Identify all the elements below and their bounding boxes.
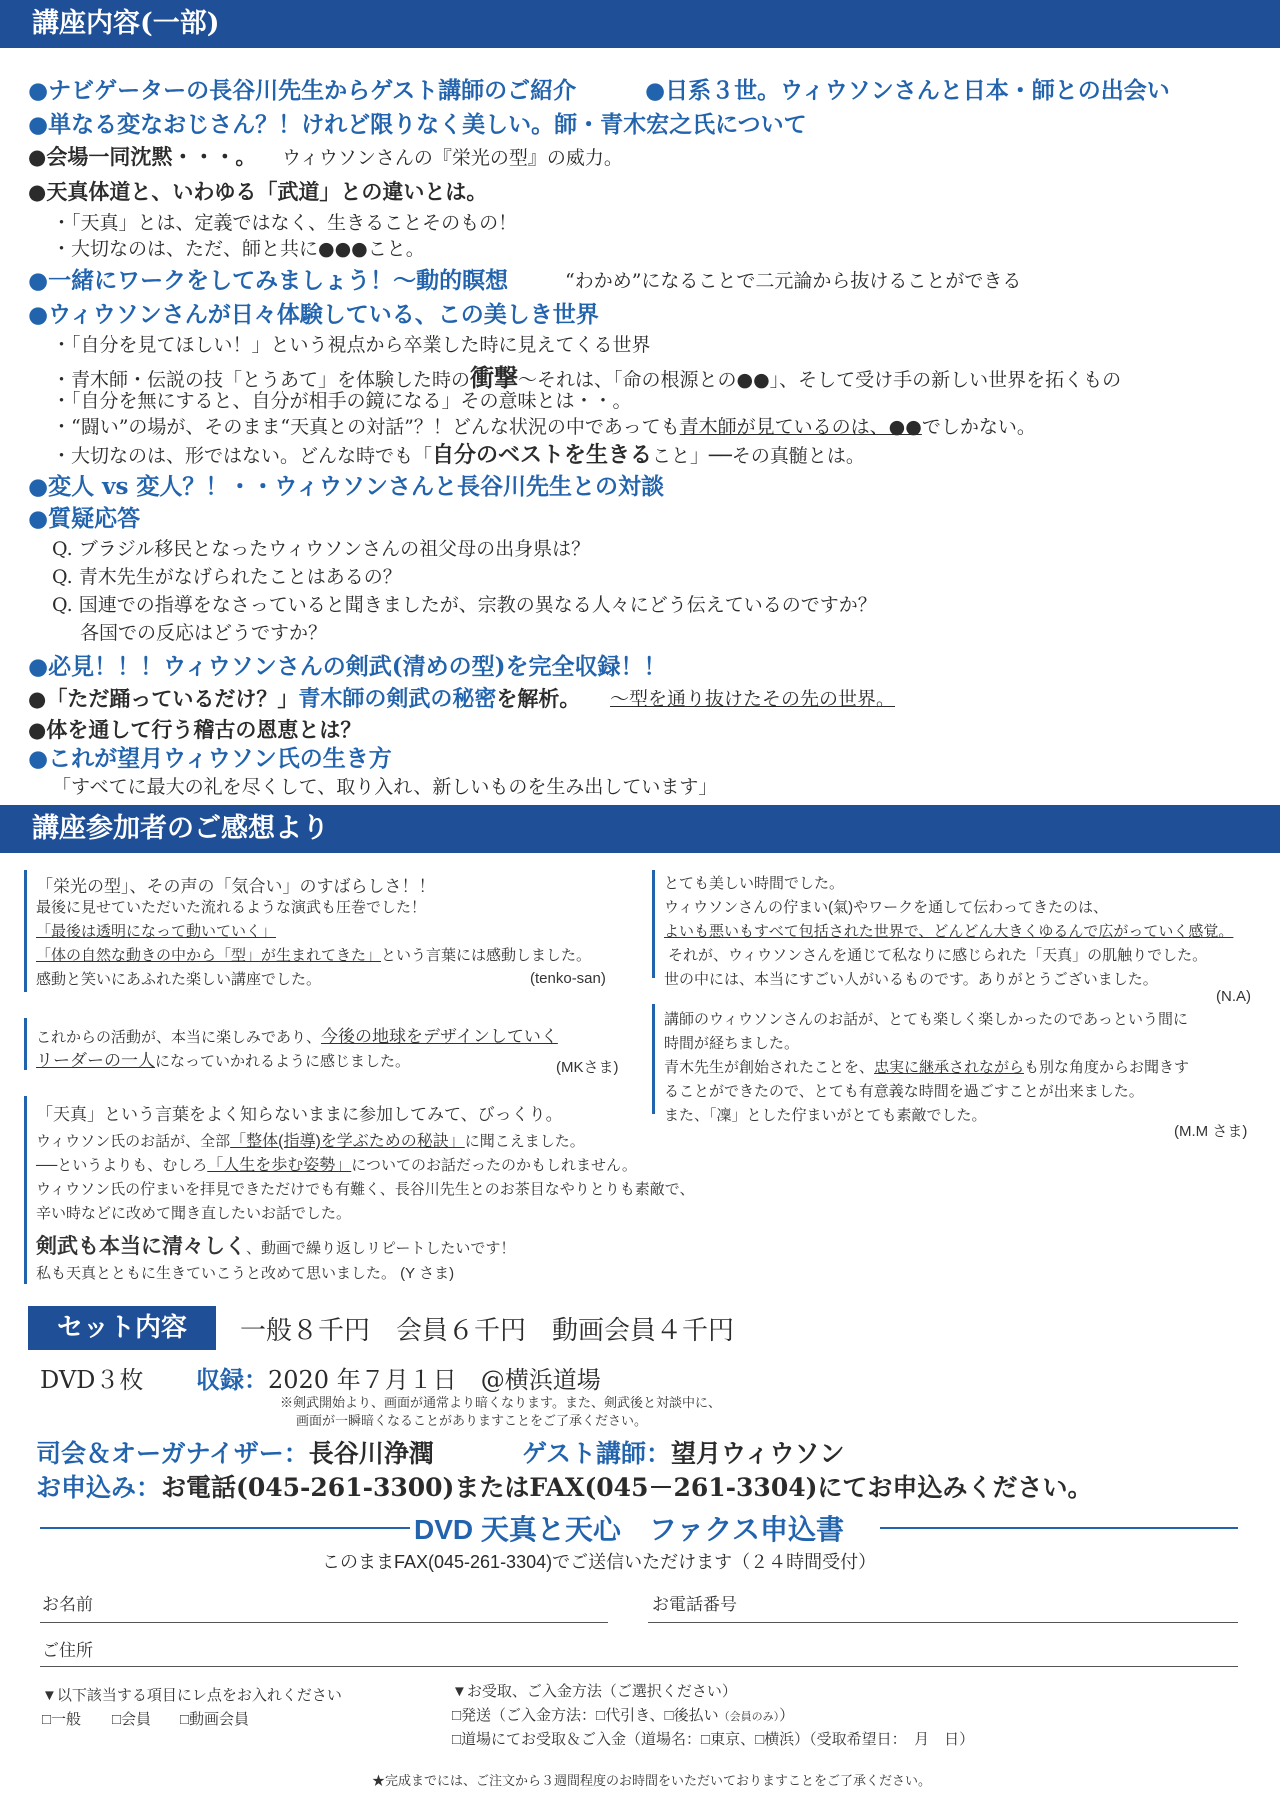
feedback-text: ることができたので、とても有意義な時間を過ごすことが出来ました。 bbox=[664, 1083, 1144, 1100]
course-item-note: ～型を通り抜けたその先の世界。 bbox=[610, 688, 896, 710]
course-item: ●天真体道と、いわゆる「武道」との違いとは。 bbox=[28, 179, 488, 204]
course-bullet: ・青木師・伝説の技「とうあて」を体験した時の衝撃～それは、「命の根源との●●」、そして受け手の新しい世界を拓くもの bbox=[52, 363, 1122, 392]
name-field[interactable] bbox=[40, 1622, 608, 1623]
course-bullet: ・大切なのは、ただ、師と共に●●●こと。 bbox=[52, 238, 425, 260]
form-title-rule bbox=[40, 1527, 410, 1529]
feedback-text: 世の中には、本当にすごい人がいるものです。ありがとうございました。 bbox=[664, 971, 1158, 988]
feedback-text: ウィウソン氏のお話が、全部「整体(指導)を学ぶための秘訣」に聞こえました。 bbox=[36, 1133, 585, 1150]
qa-question: Q. 国連での指導をなさっていると聞きましたが、宗教の異なる人々にどう伝えているのですか？ bbox=[52, 594, 877, 616]
feedback-text: また、「凜」とした佇まいがとても素敵でした。 bbox=[664, 1107, 987, 1124]
course-item: ●これが望月ウィウソン氏の生き方 bbox=[28, 745, 392, 772]
course-item: ●会場一同沈黙・・・。 bbox=[28, 144, 257, 169]
recording-note: 画面が一瞬暗くなることがありますことをご了承ください。 bbox=[296, 1413, 648, 1428]
method-option-shipping[interactable]: □発送（ご入金方法：□代引き、□後払い（会員のみ）） bbox=[452, 1707, 795, 1724]
feedback-bar bbox=[24, 1018, 27, 1070]
price-list: 一般８千円 会員６千円 動画会員４千円 bbox=[240, 1316, 735, 1346]
application-info: お申込み：お電話(045-261-3300)またはFAX(045－261-3304)にてお申込みください。 bbox=[36, 1473, 1093, 1502]
method-option-pickup[interactable]: □道場にてお受取＆ご入金（道場名：□東京、□横浜）（受取希望日： 月 日） bbox=[452, 1731, 975, 1748]
feedback-text: これからの活動が、本当に楽しみであり、今後の地球をデザインしていく bbox=[36, 1027, 558, 1046]
course-item: ●日系３世。ウィウソンさんと日本・師との出会い bbox=[645, 77, 1170, 104]
recording-note: ※剣武開始より、画面が通常より暗くなります。また、剣武後と対談中に、 bbox=[280, 1395, 721, 1410]
feedback-text: 私も天真とともに生きていこうと改めて思いました。 (Y さま) bbox=[36, 1265, 455, 1282]
guest-info: ゲスト講師：望月ウィウソン bbox=[522, 1439, 845, 1468]
method-heading: ▼お受取、ご入金方法（ご選択ください） bbox=[452, 1683, 737, 1700]
course-item-note: “わかめ”になることで二元論から抜けることができる bbox=[565, 270, 1022, 292]
course-item: ●一緒にワークをしてみましょう！～動的瞑想 bbox=[28, 267, 509, 294]
course-bullet: ・「自分を見てほしい！」という視点から卒業した時に見えてくる世界 bbox=[52, 334, 651, 356]
feedback-signature: (tenko-san) bbox=[530, 970, 606, 987]
feedback-text: ウィウソン氏の佇まいを拝見できただけでも有難く、長谷川先生とのお茶目なやりとりも素敵で、 bbox=[36, 1181, 695, 1198]
qa-question: Q. 青木先生がなげられたことはあるの？ bbox=[52, 566, 402, 588]
course-item: ●質疑応答 bbox=[28, 505, 141, 532]
course-bullet: ・「天真」とは、定義ではなく、生きることそのもの！ bbox=[52, 212, 518, 234]
phone-field[interactable] bbox=[648, 1622, 1238, 1623]
phone-label: お電話番号 bbox=[652, 1595, 737, 1614]
feedback-text: 「体の自然な動きの中から「型」が生まれてきた」という言葉には感動しました。 bbox=[36, 947, 592, 964]
form-title-rule bbox=[880, 1527, 1238, 1529]
feedback-text: 青木先生が創始されたことを、忠実に継承されながらも別な角度からお聞きす bbox=[664, 1059, 1190, 1076]
feedback-bar bbox=[24, 1096, 27, 1284]
course-bullet: ・「自分を無にすると、自分が相手の鏡になる」その意味とは・・。 bbox=[52, 390, 632, 412]
recording-info: 収録：2020 年７月１日 @横浜道場 bbox=[196, 1365, 601, 1394]
course-item: ●変人 vs 変人？！・・ウィウソンさんと長谷川先生との対談 bbox=[28, 473, 665, 500]
feedback-text: とても美しい時間でした。 bbox=[664, 875, 845, 892]
feedback-text: 辛い時などに改めて聞き直したいお話でした。 bbox=[36, 1205, 352, 1222]
set-label: セット内容 bbox=[28, 1306, 216, 1350]
course-item: ●ウィウソンさんが日々体験している、この美しき世界 bbox=[28, 301, 599, 328]
qa-question: 各国での反応はどうですか？ bbox=[80, 622, 328, 644]
course-quote: 「すべてに最大の礼を尽くして、取り入れ、新しいものを生み出しています」 bbox=[52, 776, 718, 798]
form-footer-note: ★完成までには、ご注文から３週間程度のお時間をいただいておりますことをご了承ください。 bbox=[372, 1773, 932, 1788]
category-option-general[interactable]: □一般 bbox=[42, 1711, 82, 1728]
feedback-bar bbox=[652, 1004, 655, 1114]
feedback-signature: (N.A) bbox=[1216, 988, 1251, 1005]
category-option-member[interactable]: □会員 bbox=[112, 1711, 152, 1728]
address-field[interactable] bbox=[40, 1666, 1238, 1667]
feedback-bar bbox=[652, 870, 655, 978]
dvd-count: DVD３枚 bbox=[40, 1366, 144, 1394]
section-header-feedback: 講座参加者のご感想より bbox=[0, 805, 1280, 853]
qa-question: Q. ブラジル移民となったウィウソンさんの祖父母の出身県は？ bbox=[52, 538, 591, 560]
feedback-text: リーダーの一人になっていかれるように感じました。 bbox=[36, 1051, 411, 1070]
category-option-video-member[interactable]: □動画会員 bbox=[180, 1711, 250, 1728]
name-label: お名前 bbox=[42, 1595, 93, 1614]
feedback-text: ──というよりも、むしろ「人生を歩む姿勢」についてのお話だったのかもしれません。 bbox=[36, 1157, 637, 1174]
course-item: ●必見！！！ウィウソンさんの剣武(清めの型)を完全収録！！ bbox=[28, 653, 667, 680]
feedback-text: ウィウソンさんの佇まい(氣)やワークを通して伝わってきたのは、 bbox=[664, 899, 1108, 916]
feedback-text: 剣武も本当に清々しく、動画で繰り返しリピートしたいです！ bbox=[36, 1233, 516, 1258]
feedback-text: 「最後は透明になって動いていく」 bbox=[36, 923, 277, 940]
course-item-note: ウィウソンさんの『栄光の型』の威力。 bbox=[282, 147, 623, 169]
feedback-text: 「天真」という言葉をよく知らないままに参加してみて、びっくり。 bbox=[36, 1105, 563, 1124]
course-bullet: ・“闘い”の場が、そのまま“天真との対話”？！どんな状況の中であっても青木師が見ているのは、●●でしかない。 bbox=[52, 416, 1036, 438]
course-item: ●単なる変なおじさん？！けれど限りなく美しい。師・青木宏之氏について bbox=[28, 111, 807, 138]
feedback-text: それが、ウィウソンさんを通じて私なりに感じられた「天真」の肌触りでした。 bbox=[668, 947, 1208, 964]
feedback-signature: (MKさま) bbox=[556, 1059, 619, 1076]
course-item: ●体を通して行う稽古の恩恵とは？ bbox=[28, 717, 362, 742]
course-item: ●ナビゲーターの長谷川先生からゲスト講師のご紹介 bbox=[28, 77, 577, 104]
address-label: ご住所 bbox=[42, 1641, 93, 1660]
feedback-text: 「栄光の型」、その声の「気合い」のすばらしさ！！ bbox=[36, 877, 436, 896]
section-header-course-content: 講座内容(一部) bbox=[0, 0, 1280, 48]
form-subtitle: このままFAX(045-261-3304)でご送信いただけます（２４時間受付） bbox=[322, 1552, 877, 1572]
category-heading: ▼以下該当する項目にレ点をお入れください bbox=[42, 1687, 342, 1704]
feedback-signature: (M.M さま) bbox=[1174, 1123, 1248, 1140]
feedback-text: 最後に見せていただいた流れるような演武も圧巻でした！ bbox=[36, 899, 427, 916]
feedback-text: 感動と笑いにあふれた楽しい講座でした。 bbox=[36, 971, 322, 988]
feedback-text: 時間が経ちました。 bbox=[664, 1035, 800, 1052]
feedback-text: よいも悪いもすべて包括された世界で、どんどん大きくゆるんで広がっていく感覚。 bbox=[664, 923, 1234, 940]
organizer-info: 司会＆オーガナイザー：長谷川浄潤 bbox=[36, 1439, 434, 1468]
feedback-text: 講師のウィウソンさんのお話が、とても楽しく楽しかったのであっという間に bbox=[664, 1011, 1188, 1028]
course-bullet: ・大切なのは、形ではない。どんな時でも「自分のベストを生きること」──その真髄とは。 bbox=[52, 442, 865, 468]
feedback-bar bbox=[24, 870, 27, 992]
form-title: DVD 天真と天心 ファクス申込書 bbox=[414, 1514, 845, 1545]
course-item: ●「ただ踊っているだけ？」青木師の剣武の秘密を解析。 bbox=[28, 686, 581, 712]
